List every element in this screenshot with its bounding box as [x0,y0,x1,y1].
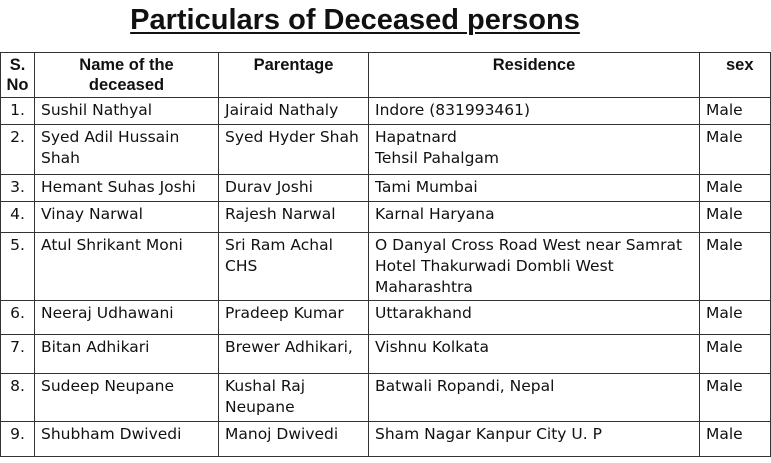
cell-sno: 2. [1,125,35,175]
cell-sno: 5. [1,233,35,301]
cell-sno: 9. [1,422,35,457]
cell-name: Vinay Narwal [35,202,219,233]
table-row [1,374,771,422]
cell-parentage: Sri Ram Achal CHS [219,233,369,301]
cell-name: Bitan Adhikari [35,335,219,374]
cell-parentage: Brewer Adhikari, [219,335,369,374]
cell-name: Sudeep Neupane [35,374,219,422]
table-row [1,335,771,374]
table-row [1,301,771,335]
cell-name: Syed Adil Hussain Shah [35,125,219,175]
table-row [1,98,771,125]
table-header-row [1,53,771,98]
cell-sex: Male [700,98,771,125]
cell-residence: Uttarakhand [369,301,700,335]
cell-name: Neeraj Udhawani [35,301,219,335]
cell-residence: Hapatnard Tehsil Pahalgam [369,125,700,175]
cell-sex: Male [700,175,771,202]
cell-sno: 6. [1,301,35,335]
cell-sex: Male [700,335,771,374]
cell-sex: Male [700,301,771,335]
column-header-residence: Residence [369,53,700,98]
cell-sno: 7. [1,335,35,374]
cell-parentage: Manoj Dwivedi [219,422,369,457]
cell-residence: Sham Nagar Kanpur City U. P [369,422,700,457]
table-row [1,422,771,457]
cell-parentage: Syed Hyder Shah [219,125,369,175]
cell-parentage: Kushal Raj Neupane [219,374,369,422]
table-row [1,233,771,301]
cell-sex: Male [700,422,771,457]
table-row [1,125,771,175]
cell-residence: Tami Mumbai [369,175,700,202]
cell-residence: Karnal Haryana [369,202,700,233]
cell-sex: Male [700,374,771,422]
cell-name: Atul Shrikant Moni [35,233,219,301]
column-header-sno: S. No [1,53,35,98]
cell-residence: O Danyal Cross Road West near Samrat Hotel Thakurwadi Dombli West Maharashtra [369,233,700,301]
column-header-sex: sex [700,53,771,98]
cell-sex: Male [700,233,771,301]
cell-sno: 3. [1,175,35,202]
column-header-parentage: Parentage [219,53,369,98]
cell-name: Shubham Dwivedi [35,422,219,457]
cell-parentage: Durav Joshi [219,175,369,202]
cell-residence: Vishnu Kolkata [369,335,700,374]
cell-sno: 4. [1,202,35,233]
cell-parentage: Rajesh Narwal [219,202,369,233]
table-row [1,175,771,202]
cell-sno: 1. [1,98,35,125]
cell-name: Hemant Suhas Joshi [35,175,219,202]
cell-sex: Male [700,202,771,233]
cell-residence: Batwali Ropandi, Nepal [369,374,700,422]
cell-name: Sushil Nathyal [35,98,219,125]
cell-parentage: Jairaid Nathaly [219,98,369,125]
cell-parentage: Pradeep Kumar [219,301,369,335]
cell-sex: Male [700,125,771,175]
cell-residence: Indore (831993461) [369,98,700,125]
column-header-name: Name of the deceased [35,53,219,98]
cell-sno: 8. [1,374,35,422]
deceased-table [0,52,771,457]
table-row [1,202,771,233]
page-title: Particulars of Deceased persons [130,4,580,36]
